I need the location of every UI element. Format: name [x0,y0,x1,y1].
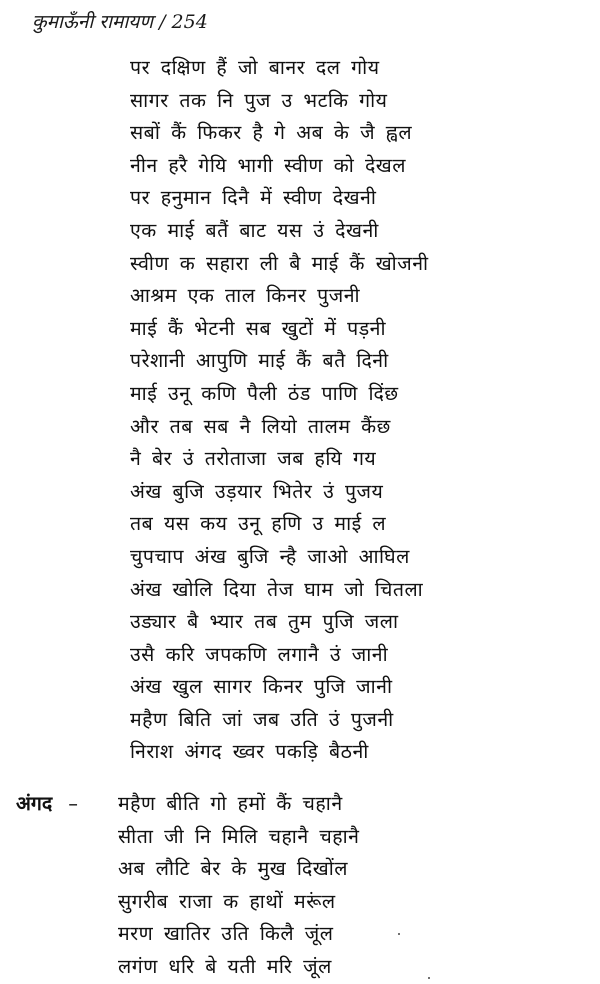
dialogue-line: मरण खातिर उति किलै जूंल [118,922,334,946]
dialogue-line: महैण बीति गो हमों कैं चहानै [118,792,343,815]
verse-line: सबों कैं फिकर है गे अब के जै ह्वल [130,121,413,145]
verse-line: और तब सब नै लियो तालम कैंछ [130,414,391,438]
scan-speck [428,977,430,979]
verse-line: माई कैं भेटनी सब खुटों में पड़नी [130,316,387,340]
verse-line: उसै करि जपकणि लगानै उं जानी [130,642,389,666]
dialogue-line: सुगरीब राजा क हाथों मरूंल [118,889,336,913]
verse-line: अंख खोलि दिया तेज घाम जो चितला [130,577,424,601]
verse-line: आश्रम एक ताल किनर पुजनी [130,284,361,308]
verse-line: नै बेर उं तरोताजा जब हयि गय [130,447,377,471]
verse-line: परेशानी आपुणि माई कैं बतै दिनी [130,349,389,373]
verse-stanza [130,52,429,769]
header-separator: / [159,11,166,33]
verse-line: महैण बिति जां जब उति उं पुजनी [130,707,394,731]
page-number: 254 [171,11,208,33]
verse-line: पर हनुमान दिनै में स्वीण देखनी [130,186,377,210]
dialogue-line: अब लौटि बेर के मुख दिखोंल [118,857,349,881]
verse-line: निराश अंगद ख्वर पकड़ि बैठनी [130,740,369,764]
verse-line: तब यस कय उनू हणि उ माई ल [130,512,387,536]
dialogue-verse [118,788,360,984]
speaker-name: अंगद [16,792,53,815]
verse-line: चुपचाप अंख बुजि न्है जाओ आघिल [130,544,410,568]
scan-speck [398,933,400,935]
verse-line: अंख बुजि उड़यार भितेर उं पुजय [130,479,384,503]
page-header [32,8,208,34]
speaker-label [16,788,78,821]
verse-line: सागर तक नि पुज उ भटकि गोय [130,88,388,112]
verse-line: पर दक्षिण हैं जो बानर दल गोय [130,56,380,79]
book-title: कुमाऊँनी रामायण [32,11,154,33]
verse-line: नीन हरै गेयि भागी स्वीण को देखल [130,153,406,177]
verse-line: माई उनू कणि पैली ठंड पाणि दिंछ [130,381,399,405]
verse-line: उड्यार बै भ्यार तब तुम पुजि जला [130,610,399,634]
speaker-dash: – [68,792,78,815]
dialogue-line: सीता जी नि मिलि चहानै चहानै [118,824,360,848]
verse-line: स्वीण क सहारा ली बै माई कैं खोजनी [130,251,429,275]
verse-line: एक माई बतैं बाट यस उं देखनी [130,218,379,242]
verse-line: अंख खुल सागर किनर पुजि जानी [130,675,393,699]
dialogue-line: लगंण धरि बे यती मरि जूंल [118,954,332,978]
